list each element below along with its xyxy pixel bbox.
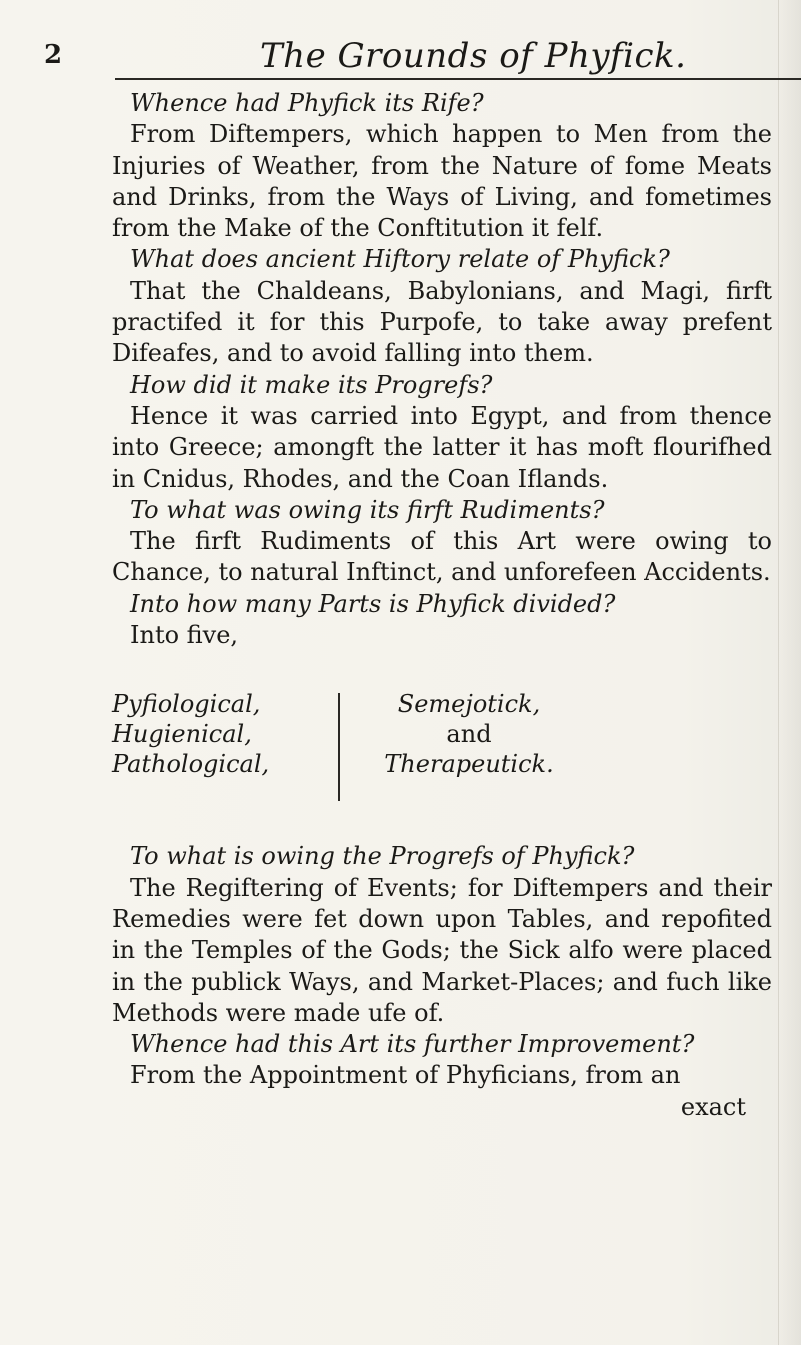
part-item: Semejotick, xyxy=(397,690,541,719)
page-edge xyxy=(778,0,801,1345)
answer-5: Into five, xyxy=(130,621,239,650)
part-item: Hugienical, xyxy=(112,720,252,749)
part-conjunction: and xyxy=(446,720,492,749)
page-header xyxy=(40,34,780,78)
running-head: The Grounds of Phyfick. xyxy=(260,36,687,76)
question-6: To what is owing the Progrefs of Phyfick? xyxy=(130,842,635,871)
answer-7: From the Appointment of Phyficians, from an xyxy=(130,1061,681,1090)
parts-left-column xyxy=(112,689,269,779)
part-item: Pyfiological, xyxy=(112,690,261,719)
parts-list xyxy=(112,689,772,809)
divider-rule xyxy=(338,693,340,801)
question-1: Whence had Phyfick its Rife? xyxy=(130,89,484,117)
page-number: 2 xyxy=(44,40,63,70)
question-5: Into how many Parts is Phyfick divided? xyxy=(130,589,616,618)
answer-1: From Diftempers, which happen to Men from the Injuries of Weather, from the Nature of fome Meats and Drinks, from the Ways of Living, and fometimes from the Make of the Conftitution it felf. xyxy=(112,120,772,243)
question-3: How did it make its Progrefs? xyxy=(130,370,493,399)
part-item: Therapeutick. xyxy=(384,750,554,779)
answer-3: Hence it was carried into Egypt, and from thence into Greece; amongft the latter it has moft flourifhed in Cnidus, Rhodes, and the Coan Iflands. xyxy=(112,401,772,493)
answer-6: The Regiftering of Events; for Diftempers and their Remedies were fet down upon Tables, and repofited in the Temples of the Gods; the Sick alfo were placed in the publick Ways, and Market-Places; and fuch like Methods were made ufe of. xyxy=(112,873,772,1027)
header-rule xyxy=(115,78,801,80)
catchword: exact xyxy=(680,1092,746,1121)
part-item: Pathological, xyxy=(112,750,270,779)
page-body xyxy=(112,88,772,1123)
question-2: What does ancient Hiftory relate of Phyfick? xyxy=(130,245,670,274)
question-4: To what was owing its firft Rudiments? xyxy=(130,495,605,524)
answer-2: That the Chaldeans, Babylonians, and Magi, firft practifed it for this Purpofe, to take away prefent Difeafes, and to avoid falling into them. xyxy=(112,276,772,368)
question-7: Whence had this Art its further Improvement? xyxy=(130,1030,695,1059)
answer-4: The firft Rudiments of this Art were owing to Chance, to natural Inftinct, and unforefeen Accidents. xyxy=(112,527,772,587)
parts-right-column xyxy=(354,689,584,779)
